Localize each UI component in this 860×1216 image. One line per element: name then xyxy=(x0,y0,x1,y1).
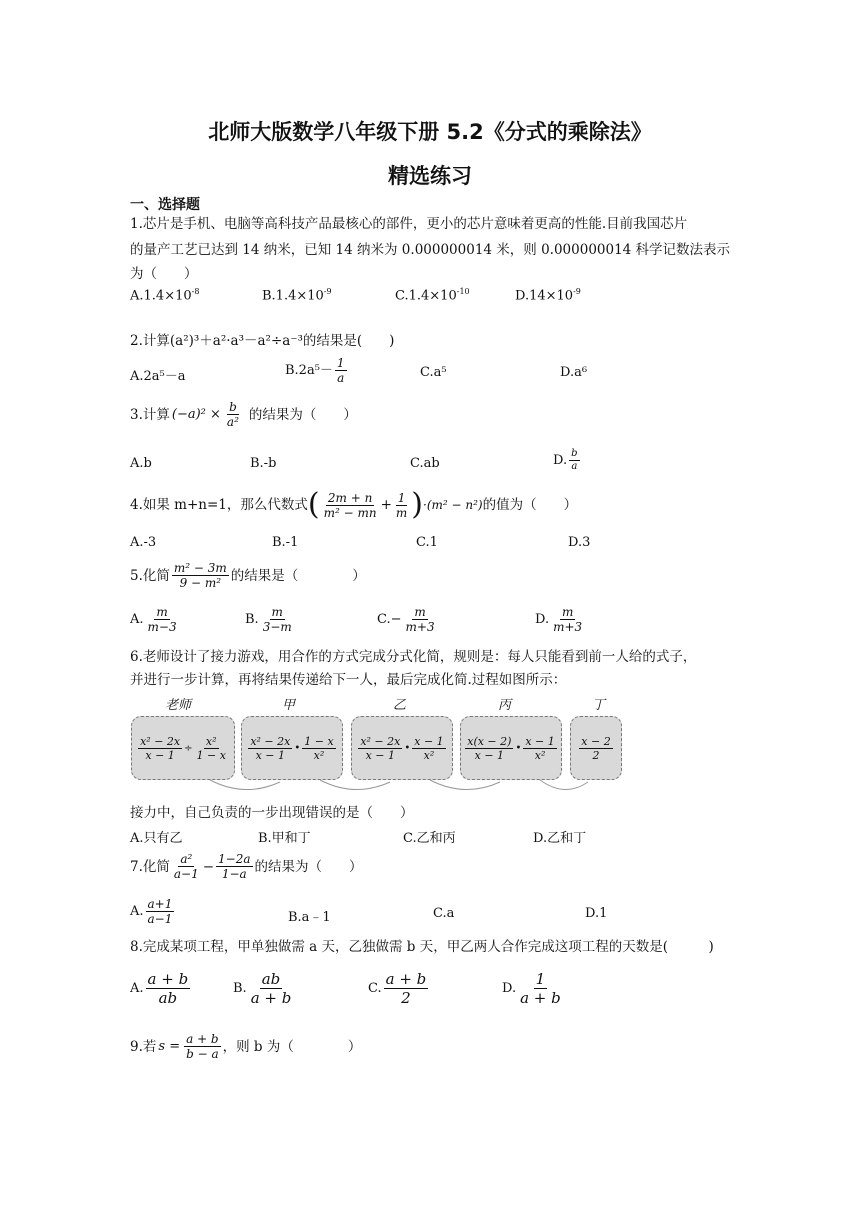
relay-label-yi: 乙 xyxy=(393,698,407,713)
q3-option-d xyxy=(553,448,582,473)
frac-num: m xyxy=(156,605,168,619)
q3-post: 的结果为（ ） xyxy=(248,406,357,423)
q1-option-c-text: C.1.4×10 xyxy=(395,288,457,304)
q7-pre: 7.化简 xyxy=(130,858,170,875)
q2-option-c: C.a⁵ xyxy=(420,365,447,380)
frac-num: 1 xyxy=(535,970,546,988)
relay-arrow-1 xyxy=(210,780,280,790)
doc-subtitle: 精选练习 xyxy=(388,164,472,188)
frac-num: a + b xyxy=(186,1032,219,1046)
q1-option-d-exp: -9 xyxy=(573,287,581,296)
frac-num: 1 − x xyxy=(304,734,334,748)
q4-plus: + xyxy=(380,497,392,513)
relay-arrows xyxy=(130,776,630,800)
frac-num: x² xyxy=(205,734,217,748)
relay-box-yi xyxy=(351,716,453,780)
q4-pre: 4.如果 m+n=1，那么代数式 xyxy=(130,497,308,513)
frac-num: m xyxy=(561,605,574,619)
q4-option-c: C.1 xyxy=(416,535,438,550)
operator: • xyxy=(515,742,522,754)
q8-option-a-frac xyxy=(146,970,191,1007)
q5-option-c-text: C.− xyxy=(377,612,402,627)
q4-stem xyxy=(130,487,578,522)
frac xyxy=(358,735,402,762)
frac-num: x² − 2x xyxy=(360,734,401,748)
frac-den: 1−a xyxy=(221,867,247,881)
frac-den: m xyxy=(395,505,408,520)
q6-option-c: C.乙和丙 xyxy=(403,831,456,846)
frac-den: x² xyxy=(423,748,435,762)
q6-option-a: A.只有乙 xyxy=(130,831,183,846)
q9-frac xyxy=(184,1032,221,1061)
q7-frac1 xyxy=(172,852,201,881)
q7-option-a xyxy=(130,897,176,926)
q5-option-c xyxy=(377,605,439,634)
relay-label-ding: 丁 xyxy=(592,698,606,713)
q9-pre: 9.若 xyxy=(130,1038,157,1055)
q5-option-c-frac xyxy=(404,605,437,634)
frac-den: 3−m xyxy=(262,620,292,634)
q5-option-d-frac xyxy=(551,605,584,634)
frac-num: x − 1 xyxy=(525,734,555,748)
frac-den: x − 1 xyxy=(365,748,396,762)
q3-option-d-frac xyxy=(569,448,579,473)
frac-num: m xyxy=(271,605,283,619)
frac-den: x − 1 xyxy=(255,748,286,762)
q3-frac xyxy=(225,400,241,429)
frac-den: 1 − x xyxy=(196,748,226,762)
relay-arrow-2 xyxy=(320,780,390,790)
operator: • xyxy=(294,742,301,754)
frac-num: 2m + n xyxy=(327,490,373,505)
q3-pre: 3.计算 xyxy=(130,406,170,423)
frac-den: ab xyxy=(158,989,178,1007)
frac xyxy=(579,735,612,762)
frac-den: a−1 xyxy=(173,867,199,881)
q7-option-b: B.a﹣1 xyxy=(288,910,331,925)
frac-num: a+1 xyxy=(147,897,173,911)
frac-num: a + b xyxy=(385,970,427,988)
frac-den: a xyxy=(337,371,345,385)
q4-post: 的值为（ ） xyxy=(482,497,578,513)
q5-post: 的结果是（ ） xyxy=(230,567,366,584)
q1-line1: 1.芯片是手机、电脑等高科技产品最核心的部件，更小的芯片意味着更高的性能.目前我国芯片 xyxy=(130,216,688,232)
q8-option-b xyxy=(233,970,295,1007)
q8-option-c xyxy=(368,970,430,1007)
frac xyxy=(523,735,556,762)
frac-den: 2 xyxy=(401,989,411,1007)
frac-den: b − a xyxy=(186,1047,219,1061)
frac xyxy=(195,735,228,762)
q8-option-b-frac xyxy=(249,970,294,1007)
q1-option-b xyxy=(262,287,332,303)
relay-arrow-3 xyxy=(430,780,500,790)
q1-option-d xyxy=(515,287,581,303)
relay-arrow-4 xyxy=(540,780,588,790)
frac-num: ab xyxy=(261,970,281,988)
frac-den: x² xyxy=(313,748,325,762)
frac-num: x − 2 xyxy=(581,734,611,748)
frac-num: x² − 2x xyxy=(250,734,291,748)
frac-den: a² xyxy=(226,415,239,429)
relay-box-bing xyxy=(460,716,562,780)
q7-option-c: C.a xyxy=(433,906,455,921)
q8-option-b-text: B. xyxy=(233,981,247,996)
q8-option-a xyxy=(130,970,192,1007)
frac-den: a xyxy=(571,461,578,472)
q2-option-a: A.2a⁵－a xyxy=(130,369,186,384)
q3-expr: (−a)² × xyxy=(171,406,221,422)
frac xyxy=(465,735,513,762)
frac-num: b xyxy=(571,448,578,459)
q1-option-b-exp: -9 xyxy=(323,287,332,296)
q2-option-b xyxy=(285,356,349,385)
q6-after: 接力中，自己负责的一步出现错误的是（ ） xyxy=(130,805,414,821)
q4-option-a: A.-3 xyxy=(130,535,157,550)
frac-num: m² − 3m xyxy=(173,561,227,575)
q9-post: ，则 b 为（ ） xyxy=(222,1038,362,1055)
q5-option-b xyxy=(245,605,296,634)
q7-minus: − xyxy=(202,858,215,875)
left-paren: ( xyxy=(307,487,320,522)
q5-pre: 5.化简 xyxy=(130,567,170,584)
q8-stem: 8.完成某项工程，甲单独做需 a 天，乙独做需 b 天，甲乙两人合作完成这项工程的天数是( ) xyxy=(130,939,714,955)
frac-num: 1 xyxy=(397,490,406,505)
right-paren: ) xyxy=(411,487,424,522)
frac-den: x − 1 xyxy=(474,748,505,762)
q4-option-b: B.-1 xyxy=(272,535,299,550)
q5-option-a-text: A. xyxy=(130,612,144,627)
frac-num: a² xyxy=(180,852,193,866)
section-heading: 一、选择题 xyxy=(130,197,200,213)
operator: • xyxy=(404,742,411,754)
doc-title: 北师大版数学八年级下册 5.2《分式的乘除法》 xyxy=(208,120,652,144)
q6-line1: 6.老师设计了接力游戏，用合作的方式完成分式化简，规则是：每人只能看到前一人给的式子， xyxy=(130,649,697,665)
frac-num: x² − 2x xyxy=(140,734,181,748)
q7-stem xyxy=(130,852,363,881)
frac-den: m−3 xyxy=(147,620,177,634)
q8-option-d xyxy=(502,970,565,1007)
frac-num: b xyxy=(229,400,237,414)
frac xyxy=(138,735,182,762)
frac-den: a + b xyxy=(520,989,561,1007)
relay-label-jia: 甲 xyxy=(282,698,296,713)
q8-option-c-text: C. xyxy=(368,981,382,996)
q3-option-b: B.-b xyxy=(250,456,277,471)
frac-num: 1 xyxy=(336,356,345,370)
q7-post: 的结果为（ ） xyxy=(254,858,363,875)
q1-option-a xyxy=(130,287,199,303)
q2-option-d: D.a⁶ xyxy=(560,365,588,380)
frac-num: 1−2a xyxy=(218,852,251,866)
q3-stem xyxy=(130,400,357,429)
frac-num: x − 1 xyxy=(414,734,444,748)
q8-option-d-text: D. xyxy=(502,981,517,996)
q7-option-a-text: A. xyxy=(130,904,144,919)
q2-option-b-frac xyxy=(335,356,347,385)
operator: ÷ xyxy=(184,742,193,754)
frac-den: m² − mn xyxy=(323,505,377,520)
q5-stem xyxy=(130,561,366,590)
frac-num: x(x − 2) xyxy=(467,734,512,748)
q9-var: s = xyxy=(158,1038,181,1054)
frac xyxy=(302,735,335,762)
q3-option-d-text: D. xyxy=(553,453,568,468)
q8-option-d-frac xyxy=(518,970,563,1007)
relay-box-jia xyxy=(241,716,343,780)
q1-option-c xyxy=(395,287,470,303)
frac-den: a−1 xyxy=(147,912,173,926)
q3-option-c: C.ab xyxy=(410,456,440,471)
q5-option-a xyxy=(130,605,181,634)
q1-line2: 的量产工艺已达到 14 纳米，已知 14 纳米为 0.000000014 米，则 0.000000014 科学记数法表示 xyxy=(130,242,731,258)
q3-option-a: A.b xyxy=(130,456,152,471)
relay-box-teacher xyxy=(131,716,235,780)
frac-den: a + b xyxy=(250,989,292,1007)
q7-frac2 xyxy=(216,852,252,881)
q2-option-b-text: B.2a⁵－ xyxy=(285,363,333,378)
frac-den: m+3 xyxy=(405,620,435,634)
frac xyxy=(412,735,445,762)
frac xyxy=(248,735,292,762)
frac-den: x² xyxy=(534,748,546,762)
q1-line3: 为（ ） xyxy=(130,266,198,282)
q5-option-b-frac xyxy=(261,605,294,634)
q9-stem xyxy=(130,1032,361,1061)
q4-mid: ·(m² − n²) xyxy=(423,498,483,512)
q7-option-d: D.1 xyxy=(585,906,608,921)
q1-option-a-exp: -8 xyxy=(191,287,200,296)
q4-frac1 xyxy=(322,491,379,520)
q1-option-a-text: A.1.4×10 xyxy=(130,288,192,304)
q5-option-d xyxy=(535,605,586,634)
q2-stem: 2.计算(a²)³＋a²·a³－a²÷a⁻³的结果是( ) xyxy=(130,333,395,349)
q1-option-b-text: B.1.4×10 xyxy=(262,288,324,304)
frac-den: 9 − m² xyxy=(179,576,222,590)
q1-option-c-exp: -10 xyxy=(456,287,470,296)
q4-frac2 xyxy=(394,491,409,520)
q5-option-b-text: B. xyxy=(245,612,259,627)
q5-option-d-text: D. xyxy=(535,612,550,627)
frac-den: 2 xyxy=(592,748,600,762)
relay-label-bing: 丙 xyxy=(498,698,512,713)
q5-frac xyxy=(172,561,229,590)
q5-option-a-frac xyxy=(146,605,179,634)
frac-den: x − 1 xyxy=(145,748,175,762)
frac-den: m+3 xyxy=(553,620,583,634)
q1-option-d-text: D.14×10 xyxy=(515,288,574,304)
q6-option-b: B.甲和丁 xyxy=(258,831,311,846)
q6-line2: 并进行一步计算，再将结果传递给下一人，最后完成化简.过程如图所示： xyxy=(130,672,567,688)
q4-option-d: D.3 xyxy=(568,535,591,550)
q8-option-a-text: A. xyxy=(130,981,144,996)
q8-option-c-frac xyxy=(384,970,429,1007)
relay-box-ding xyxy=(570,716,622,780)
frac-num: m xyxy=(414,605,426,619)
q6-option-d: D.乙和丁 xyxy=(533,831,587,846)
q7-option-a-frac xyxy=(146,897,175,926)
frac-num: a + b xyxy=(147,970,189,988)
relay-label-teacher: 老师 xyxy=(165,698,192,713)
